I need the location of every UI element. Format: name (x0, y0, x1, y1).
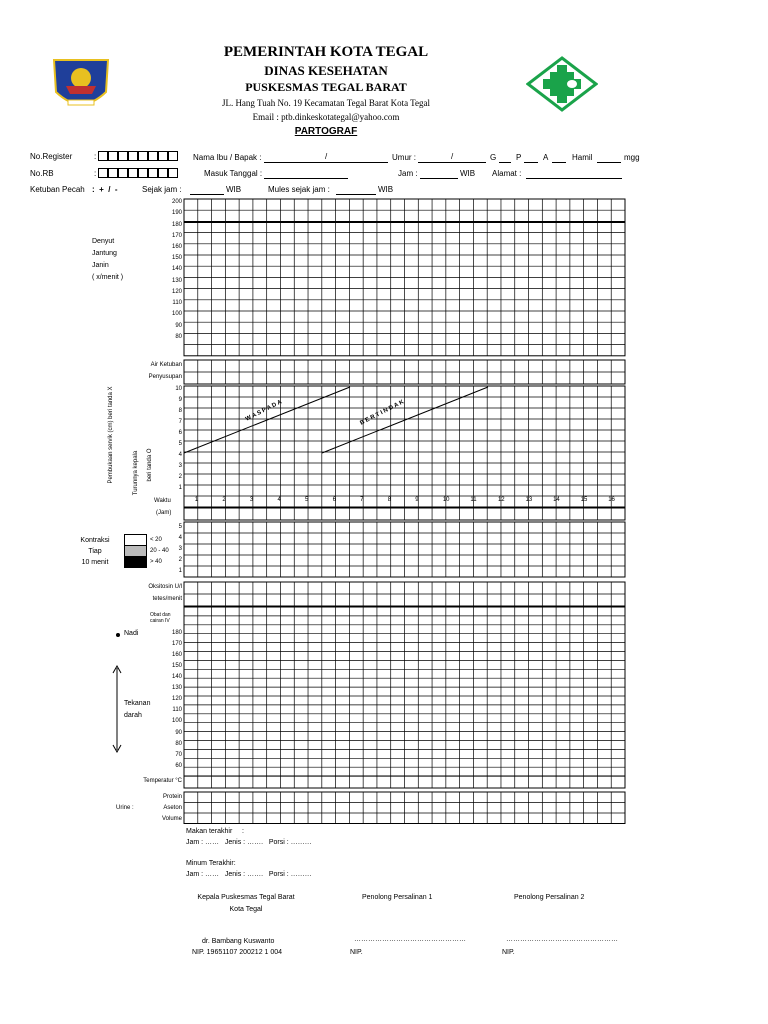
colon: : (94, 152, 97, 161)
kepala-label: Kepala Puskesmas Tegal Barat (197, 894, 295, 901)
p-label: P (516, 153, 522, 162)
penolong2-label: Penolong Persalinan 2 (514, 894, 585, 901)
air-ketuban-label: Air Ketuban (150, 362, 182, 368)
slash: / (325, 152, 328, 161)
ketuban-options[interactable]: : + / - (92, 185, 118, 194)
kontraksi-label: Kontraksi Tiap 10 menit (80, 537, 110, 566)
hour-label: 1 (194, 497, 199, 503)
protein-label: Protein (162, 794, 182, 800)
hour-label: 8 (387, 497, 392, 503)
temperatur-label: Temperatur °C (143, 778, 182, 784)
alamat-label: Alamat : (492, 169, 522, 178)
djj-label: Denyut Jantung Janin ( x/menit ) (92, 238, 124, 281)
umur-label: Umur : (392, 153, 416, 162)
cervix-scale: 10 9 8 7 6 5 4 3 2 1 (175, 386, 182, 491)
hour-label: 3 (249, 497, 254, 503)
urine-label: Urine : (116, 805, 134, 811)
slash: / (451, 152, 454, 161)
wib-label: WIB (226, 185, 242, 194)
aseton-label: Aseton (163, 805, 182, 811)
g-label: G (490, 153, 497, 162)
hour-label: 12 (497, 497, 505, 503)
wib-label: WIB (460, 169, 476, 178)
hour-label: 7 (360, 497, 364, 503)
tekanan-label: Tekanan darah (124, 700, 151, 719)
beri-tanda-o-label: beri tanda O (147, 448, 153, 482)
header-government: PEMERINTAH KOTA TEGAL (223, 44, 429, 60)
penyusupan-label: Penyusupan (148, 374, 182, 380)
kontraksi-scale: 5 4 3 2 1 (178, 524, 182, 574)
oksitosin-label: Oksitosin U/l (148, 584, 182, 590)
hour-label: 2 (222, 497, 226, 503)
bertindak-label: B E R T I N D A K (359, 399, 405, 427)
penolong2-nip: NIP. (502, 949, 515, 956)
no-rb-label: No.RB (30, 169, 54, 178)
masuk-label: Masuk Tanggal : (204, 169, 263, 178)
doctor-name: dr. Bambang Kuswanto (202, 938, 275, 945)
volume-label: Volume (161, 816, 182, 822)
kontraksi-legend: < 20 20 - 40 > 40 (124, 534, 169, 567)
hour-label: 15 (580, 497, 588, 503)
hour-label: 9 (415, 497, 419, 503)
makan-terakhir-label: Makan terakhir : (186, 828, 244, 835)
jam-label: Jam : (398, 169, 418, 178)
djj-scale: 200 190 180 170 160 150 140 130 120 110 100 90 80 (171, 199, 182, 340)
hour-label: 5 (305, 497, 309, 503)
hour-label: 14 (553, 497, 560, 503)
header-address: JL. Hang Tuah No. 19 Kecamatan Tegal Barat Kota Tegal (221, 98, 431, 108)
vitals-scale: 180 170 160 150 140 130 120 110 100 90 80 70 60 (171, 630, 182, 769)
hour-label: 10 (442, 497, 450, 503)
obat-label: Obat dan cairan IV (150, 612, 171, 624)
penolong2-signature-line[interactable]: ………………………………………… (506, 936, 618, 943)
hour-label: 11 (470, 497, 477, 503)
waktu-label: Waktu (154, 498, 171, 504)
hamil-label: Hamil (572, 153, 593, 162)
sejak-jam-label: Sejak jam : (142, 185, 182, 194)
nadi-dot-icon (116, 633, 120, 637)
wib-label: WIB (378, 185, 394, 194)
hour-label: 6 (332, 497, 336, 503)
tetes-label: tetes/menit (152, 596, 182, 602)
penolong1-signature-line[interactable]: ………………………………………… (354, 936, 466, 943)
minum-detail[interactable]: Jam : …… Jenis : ……. Porsi : ……… (186, 871, 312, 878)
header-department: DINAS KESEHATAN (264, 63, 388, 78)
waspada-label: W A S P A D A (244, 399, 283, 423)
no-register-label: No.Register (30, 152, 73, 161)
hour-label: 4 (277, 497, 281, 503)
document-title: PARTOGRAF (294, 126, 358, 137)
a-label: A (543, 153, 549, 162)
hour-label: 13 (525, 497, 533, 503)
header-email: Email : ptb.dinkeskotategal@yahoo.com (252, 112, 400, 122)
mules-label: Mules sejak jam : (268, 185, 330, 194)
penolong1-label: Penolong Persalinan 1 (362, 894, 433, 901)
colon: : (94, 169, 97, 178)
pembukaan-label: Pembukaan servik (cm) beri tanda X (108, 386, 114, 484)
nama-label: Nama Ibu / Bapak : (193, 153, 262, 162)
turunnya-kepala-label: Turunnya kepala (133, 450, 139, 496)
makan-detail[interactable]: Jam : …… Jenis : ……. Porsi : ……… (186, 839, 312, 846)
jam-unit-label: (Jam) (156, 510, 172, 516)
ketuban-label: Ketuban Pecah (30, 185, 85, 194)
penolong1-nip: NIP. (350, 949, 363, 956)
doctor-nip: NIP. 19651107 200212 1 004 (192, 949, 283, 956)
kota-label: Kota Tegal (229, 906, 263, 913)
nadi-label: Nadi (124, 630, 139, 637)
hour-label: 16 (608, 497, 615, 503)
header-puskesmas: PUSKESMAS TEGAL BARAT (245, 80, 407, 94)
mgg-label: mgg (624, 153, 640, 162)
minum-terakhir-label: Minum Terakhir: (186, 860, 236, 867)
